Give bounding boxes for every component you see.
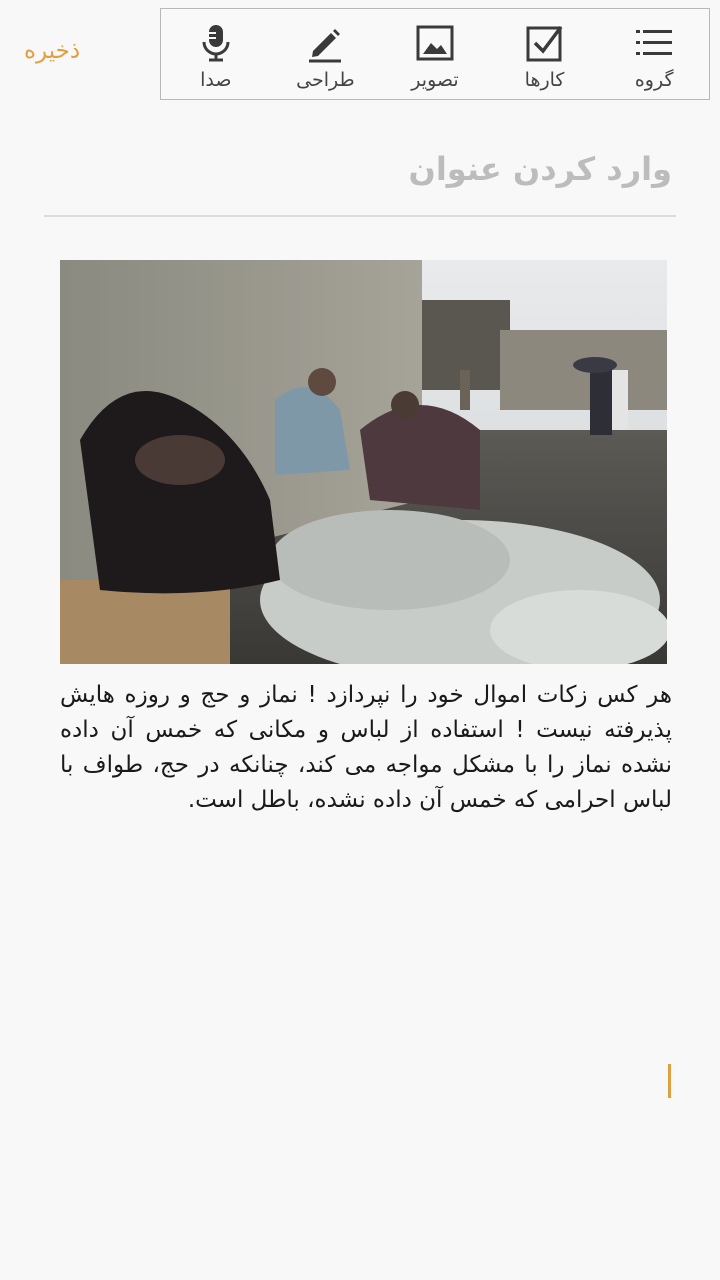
toolbar-group[interactable] — [599, 9, 709, 99]
toolbar-voice[interactable] — [161, 9, 271, 99]
text-cursor — [668, 1064, 671, 1098]
toolbar-drawing[interactable] — [271, 9, 381, 99]
note-body[interactable]: هر کس زکات اموال خود را نپردازد ! نماز و حج و روزه هایش پذیرفته نیست ! استفاده از لباس و مکانی که خمس آن داده نشده نماز را با مشکل مواجه می کند، چنانکه در حج، طواف با لباس احرامی که خمس آن داده نشده، باطل است. — [60, 682, 672, 813]
toolbar-image[interactable] — [380, 9, 490, 99]
checkbox-icon — [525, 23, 565, 67]
save-button[interactable]: ذخیره — [24, 38, 81, 64]
toolbar-group-label: گروه — [634, 69, 674, 91]
title-divider — [44, 215, 676, 217]
image-icon — [415, 23, 455, 67]
microphone-icon — [196, 23, 236, 67]
pen-icon — [305, 23, 345, 67]
toolbar-tasks[interactable] — [490, 9, 600, 99]
note-toolbar — [160, 8, 710, 100]
title-input[interactable]: وارد کردن عنوان — [408, 150, 672, 188]
toolbar-voice-label: صدا — [200, 69, 232, 91]
note-image[interactable] — [60, 260, 667, 664]
toolbar-image-label: تصویر — [411, 69, 459, 91]
toolbar-tasks-label: کارها — [524, 69, 565, 91]
toolbar-drawing-label: طراحی — [296, 69, 355, 91]
list-icon — [634, 23, 674, 67]
